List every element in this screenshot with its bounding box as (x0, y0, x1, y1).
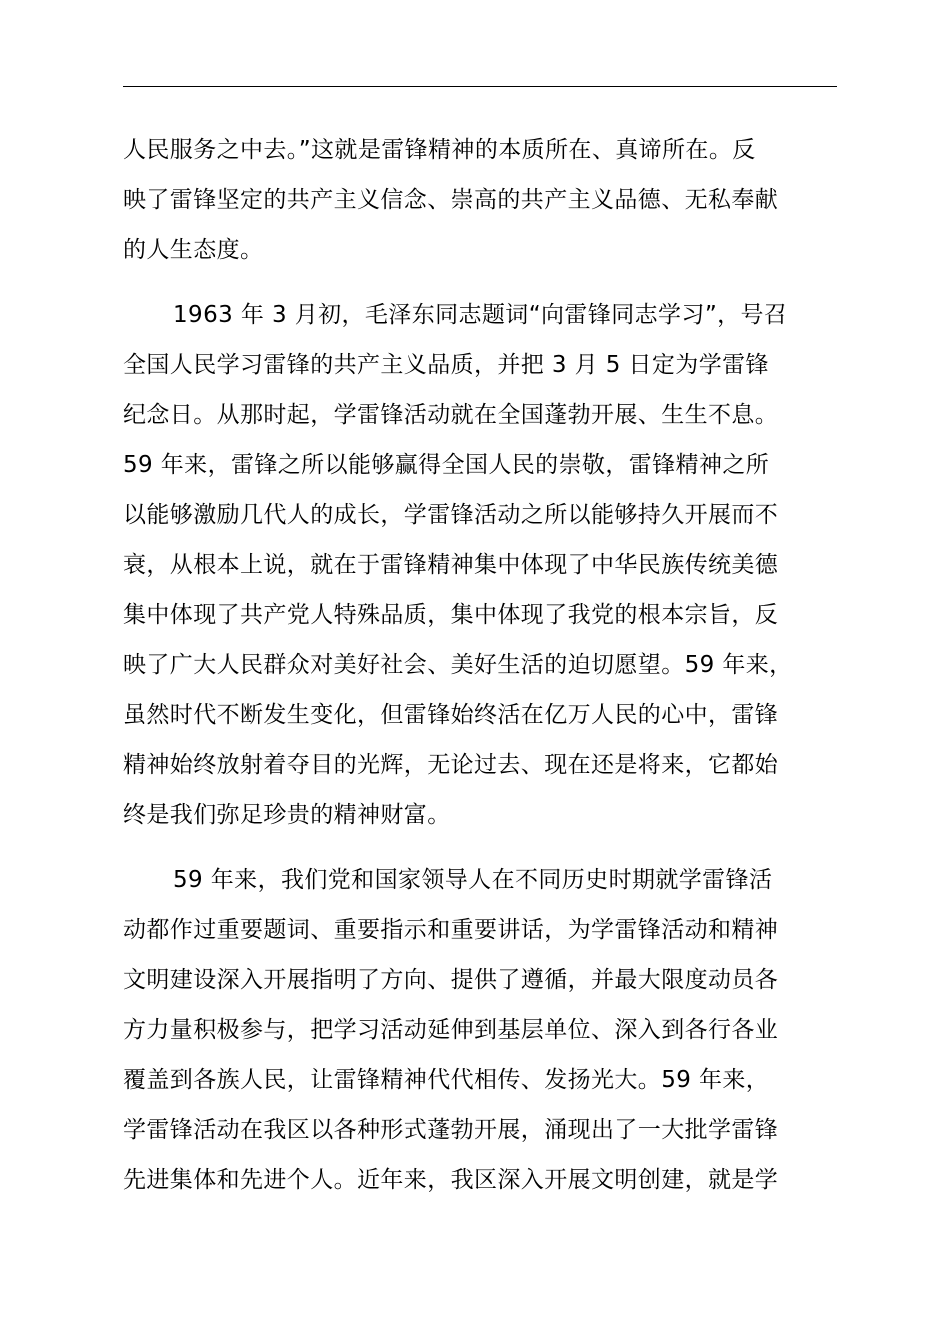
text-line: 覆盖到各族人民，让雷锋精神代代相传、发扬光大。59 年来， (123, 1067, 770, 1093)
text-line: 人民服务之中去。”这就是雷锋精神的本质所在、真谛所在。反 (123, 137, 756, 163)
text-line: 文明建设深入开展指明了方向、提供了遵循，并最大限度动员各 (123, 967, 779, 993)
text-line: 纪念日。从那时起，学雷锋活动就在全国蓬勃开展、生生不息。 (123, 402, 779, 428)
text-line: 1963 年 3 月初，毛泽东同志题词“向雷锋同志学习”，号召 (173, 302, 788, 328)
text-line: 以能够激励几代人的成长，学雷锋活动之所以能够持久开展而不 (123, 502, 779, 528)
text-line: 衰，从根本上说，就在于雷锋精神集中体现了中华民族传统美德 (123, 552, 779, 578)
text-line: 59 年来，雷锋之所以能够赢得全国人民的崇敬，雷锋精神之所 (123, 452, 770, 478)
text-line: 终是我们弥足珍贵的精神财富。 (123, 802, 451, 828)
body-text (123, 125, 837, 1205)
text-line: 先进集体和先进个人。近年来，我区深入开展文明创建，就是学 (123, 1167, 779, 1193)
text-line: 动都作过重要题词、重要指示和重要讲话，为学雷锋活动和精神 (123, 917, 779, 943)
paragraph-2 (123, 290, 837, 840)
text-line: 虽然时代不断发生变化，但雷锋始终活在亿万人民的心中，雷锋 (123, 702, 779, 728)
text-line: 映了雷锋坚定的共产主义信念、崇高的共产主义品德、无私奉献 (123, 187, 779, 213)
text-line: 精神始终放射着夺目的光辉，无论过去、现在还是将来，它都始 (123, 752, 779, 778)
text-line: 集中体现了共产党人特殊品质，集中体现了我党的根本宗旨，反 (123, 602, 779, 628)
text-line: 学雷锋活动在我区以各种形式蓬勃开展，涌现出了一大批学雷锋 (123, 1117, 779, 1143)
text-line: 全国人民学习雷锋的共产主义品质，并把 3 月 5 日定为学雷锋 (123, 352, 769, 378)
header-rule (123, 86, 837, 87)
text-line: 的人生态度。 (123, 237, 264, 263)
paragraph-3 (123, 855, 837, 1205)
text-line: 方力量积极参与，把学习活动延伸到基层单位、深入到各行各业 (123, 1017, 779, 1043)
text-line: 59 年来，我们党和国家领导人在不同历史时期就学雷锋活 (173, 867, 773, 893)
text-line: 映了广大人民群众对美好社会、美好生活的迫切愿望。59 年来， (123, 652, 793, 678)
paragraph-1 (123, 125, 837, 275)
